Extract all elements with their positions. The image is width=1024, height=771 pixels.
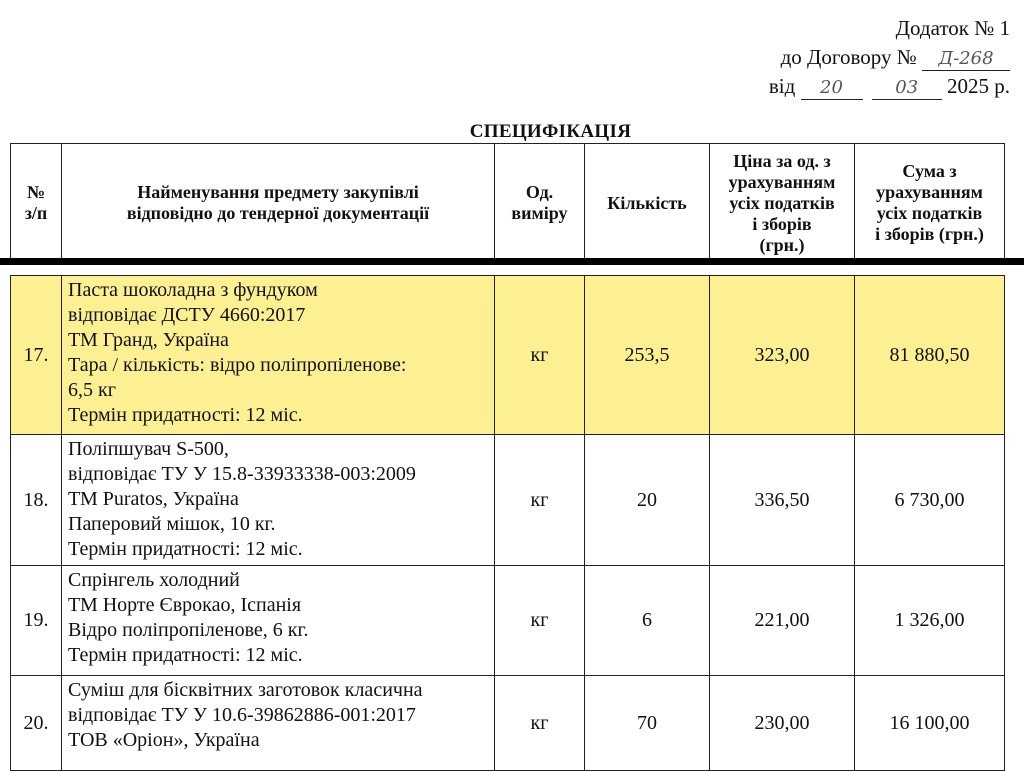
- addendum-title: Додаток № 1: [895, 16, 1010, 40]
- row-price: 323,00: [710, 276, 855, 435]
- date-day-handwritten: 20: [801, 77, 863, 100]
- table-row: [11, 676, 1005, 771]
- header-cell-quantity: Кількість: [585, 144, 710, 263]
- row-unit: кг: [495, 276, 585, 435]
- header-cell-number: № з/п: [11, 144, 62, 263]
- row-description: Суміш для бісквітних заготовок класична відповідає ТУ У 10.6-39862886-001:2017 ТОВ «Оріон», Україна: [62, 676, 495, 771]
- row-price: 221,00: [710, 566, 855, 676]
- date-prefix: від: [768, 74, 796, 98]
- row-unit: кг: [495, 435, 585, 566]
- row-number: 18.: [11, 435, 62, 566]
- row-price: 336,50: [710, 435, 855, 566]
- row-sum: 6 730,00: [855, 435, 1005, 566]
- row-sum: 1 326,00: [855, 566, 1005, 676]
- row-description: Спрінгель холодний ТМ Норте Єврокао, Іспанія Відро поліпропіленове, 6 кг. Термін придатності: 12 міс.: [62, 566, 495, 676]
- separator-bar: [0, 258, 1024, 265]
- row-unit: кг: [495, 566, 585, 676]
- date-year: 2025 р.: [947, 74, 1010, 98]
- table-row-highlighted: [11, 276, 1005, 435]
- row-sum: 16 100,00: [855, 676, 1005, 771]
- row-quantity: 6: [585, 566, 710, 676]
- specification-table: [10, 275, 1005, 771]
- row-description: Поліпшувач S-500, відповідає ТУ У 15.8-33933338-003:2009 ТМ Puratos, Україна Паперовий мішок, 10 кг. Термін придатності: 12 міс.: [62, 435, 495, 566]
- row-price: 230,00: [710, 676, 855, 771]
- header-cell-sum: Сума з урахуванням усіх податків і зборів (грн.): [855, 144, 1005, 263]
- contract-number-handwritten: Д-268: [922, 48, 1010, 71]
- row-number: 19.: [11, 566, 62, 676]
- table-row: [11, 435, 1005, 566]
- addendum-block: [710, 14, 1010, 101]
- row-number: 17.: [11, 276, 62, 435]
- row-quantity: 20: [585, 435, 710, 566]
- row-description: Паста шоколадна з фундуком відповідає ДСТУ 4660:2017 ТМ Гранд, Україна Тара / кількість: відро поліпропіленове: 6,5 кг Термін придатності: 12 міс.: [62, 276, 495, 435]
- header-cell-name: Найменування предмету закупівлі відповідно до тендерної документації: [62, 144, 495, 263]
- row-unit: кг: [495, 676, 585, 771]
- specification-header: [10, 143, 1005, 263]
- date-month-handwritten: 03: [872, 77, 942, 100]
- contract-prefix: до Договору №: [780, 45, 917, 69]
- header-cell-price: Ціна за од. з урахуванням усіх податків і зборів (грн.): [710, 144, 855, 263]
- header-cell-unit: Од. виміру: [495, 144, 585, 263]
- row-sum: 81 880,50: [855, 276, 1005, 435]
- contract-line: [710, 43, 1010, 72]
- row-quantity: 253,5: [585, 276, 710, 435]
- table-row: [11, 566, 1005, 676]
- row-quantity: 70: [585, 676, 710, 771]
- date-line: [710, 72, 1010, 101]
- row-number: 20.: [11, 676, 62, 771]
- specification-title: СПЕЦИФІКАЦІЯ: [469, 121, 632, 142]
